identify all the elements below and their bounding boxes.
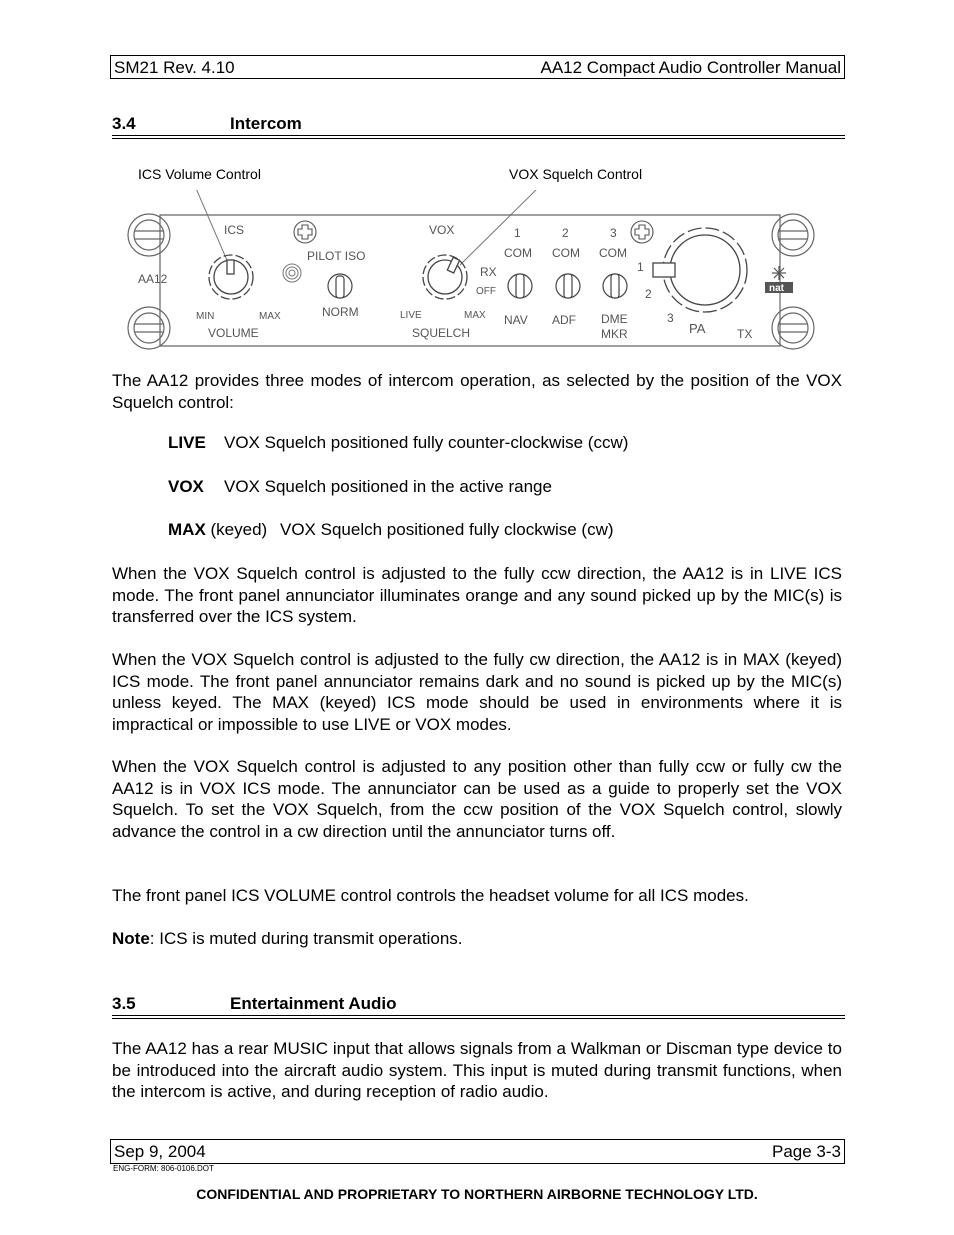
squelch-live-label: LIVE	[400, 310, 422, 321]
paragraph-vox-mode: When the VOX Squelch control is adjusted to any position other than fully ccw or fully cw the AA12 is in VOX ICS mode. The annunciator can be used as a guide to properly set the VOX Squelch. To set the VOX Squelch, from the ccw position of the VOX Squelch control, slowly advance the control in a cw direction until the annunciator turns off.	[112, 757, 842, 841]
paragraph-max-mode: When the VOX Squelch control is adjusted to the fully cw direction, the AA12 is in MAX (keyed) ICS mode. The front panel annunciator remains dark and no sound is picked up by the MIC(s) unless keyed. The MAX (keyed) ICS mode should be used in environments where it is impractical or impossible to use LIVE or VOX modes.	[112, 650, 842, 734]
mode-description: VOX Squelch positioned fully clockwise (cw)	[280, 520, 614, 539]
page-header	[110, 55, 845, 79]
screw-icon	[128, 214, 170, 256]
header-doc-title: AA12 Compact Audio Controller Manual	[540, 58, 841, 77]
screw-icon	[772, 307, 814, 349]
mkr-label: MKR	[601, 327, 628, 341]
header-doc-id: SM21 Rev. 4.10	[114, 58, 235, 77]
form-id: ENG-FORM: 806-0106.DOT	[113, 1164, 214, 1173]
ics-annunciator-led	[283, 264, 301, 282]
confidential-notice: CONFIDENTIAL AND PROPRIETARY TO NORTHERN AIRBORNE TECHNOLOGY LTD.	[196, 1186, 758, 1202]
com3-dme-toggle[interactable]	[603, 274, 627, 298]
com3-number: 3	[610, 226, 617, 240]
callout-vox-squelch: VOX Squelch Control	[509, 166, 643, 182]
pilot-iso-toggle[interactable]	[328, 274, 352, 298]
com2-label: COM	[552, 246, 580, 260]
rx-label: RX	[480, 265, 497, 279]
plus-screw-icon	[294, 221, 316, 243]
mode-key: LIVE	[168, 433, 206, 452]
mode-key: MAX	[168, 520, 206, 539]
section-rule	[112, 135, 845, 139]
pa-label: PA	[689, 321, 706, 336]
com2-number: 2	[562, 226, 569, 240]
callout-ics-volume: ICS Volume Control	[138, 166, 261, 182]
section-rule	[112, 1015, 845, 1019]
ics-volume-knob[interactable]	[209, 255, 253, 299]
page-footer	[110, 1139, 845, 1164]
com2-adf-toggle[interactable]	[556, 274, 580, 298]
volume-min-label: MIN	[196, 311, 215, 322]
tx-pos2-label: 2	[645, 287, 652, 301]
note-text: : ICS is muted during transmit operations.	[149, 929, 463, 948]
tx-pos1-label: 1	[637, 260, 644, 274]
volume-max-label: MAX	[259, 311, 281, 322]
brand-text: nat	[769, 283, 784, 294]
mode-description: VOX Squelch positioned in the active range	[224, 477, 552, 496]
footer-date: Sep 9, 2004	[114, 1142, 206, 1161]
section-title: Intercom	[230, 114, 302, 133]
nat-logo-icon	[765, 266, 793, 294]
tx-pos3-label: 3	[667, 311, 674, 325]
mode-description: VOX Squelch positioned fully counter-clockwise (ccw)	[224, 433, 629, 452]
off-label: OFF	[476, 286, 496, 297]
section-number: 3.5	[112, 994, 136, 1013]
intro-paragraph: The AA12 provides three modes of intercom operation, as selected by the position of the VOX Squelch control:	[112, 371, 842, 412]
squelch-label: SQUELCH	[412, 326, 471, 340]
note-paragraph	[112, 928, 842, 950]
footer-page-number: Page 3-3	[772, 1142, 841, 1161]
plus-screw-icon	[631, 221, 653, 243]
com1-nav-toggle[interactable]	[508, 274, 532, 298]
screw-icon	[772, 214, 814, 256]
screw-icon	[128, 307, 170, 349]
com1-number: 1	[514, 226, 521, 240]
com1-label: COM	[504, 246, 532, 260]
volume-label: VOLUME	[208, 326, 259, 340]
section-number: 3.4	[112, 114, 136, 133]
norm-label: NORM	[322, 305, 359, 319]
paragraph-ics-volume: The front panel ICS VOLUME control controls the headset volume for all ICS modes.	[112, 886, 749, 905]
dme-label: DME	[601, 312, 628, 326]
mode-live	[168, 433, 629, 453]
pilot-iso-label: PILOT ISO	[307, 249, 366, 263]
mode-key: VOX	[168, 477, 204, 496]
tx-label: TX	[737, 327, 753, 341]
vox-label: VOX	[429, 223, 455, 237]
nav-label: NAV	[504, 313, 528, 327]
paragraph-live-mode: When the VOX Squelch control is adjusted to the fully ccw direction, the AA12 is in LIVE ICS mode. The front panel annunciator illuminates orange and any sound picked up by the MIC(s) is transferred over the ICS system.	[112, 564, 842, 626]
section-title: Entertainment Audio	[230, 994, 397, 1013]
mode-vox	[168, 477, 552, 497]
mode-suffix: (keyed)	[205, 520, 268, 539]
vox-squelch-knob[interactable]	[423, 255, 467, 299]
note-label: Note	[112, 929, 150, 948]
paragraph-entertainment: The AA12 has a rear MUSIC input that allows signals from a Walkman or Discman type device to be introduced into the aircraft audio system. This input is muted during transmit functions, when the intercom is active, and during reception of radio audio.	[112, 1039, 842, 1101]
model-label: AA12	[138, 272, 168, 286]
adf-label: ADF	[552, 313, 576, 327]
com3-label: COM	[599, 246, 627, 260]
squelch-max-label: MAX	[464, 310, 486, 321]
ics-label: ICS	[224, 223, 245, 237]
aa12-front-panel-diagram	[100, 190, 820, 355]
mode-max	[168, 520, 614, 540]
tx-selector-knob[interactable]	[653, 228, 747, 312]
